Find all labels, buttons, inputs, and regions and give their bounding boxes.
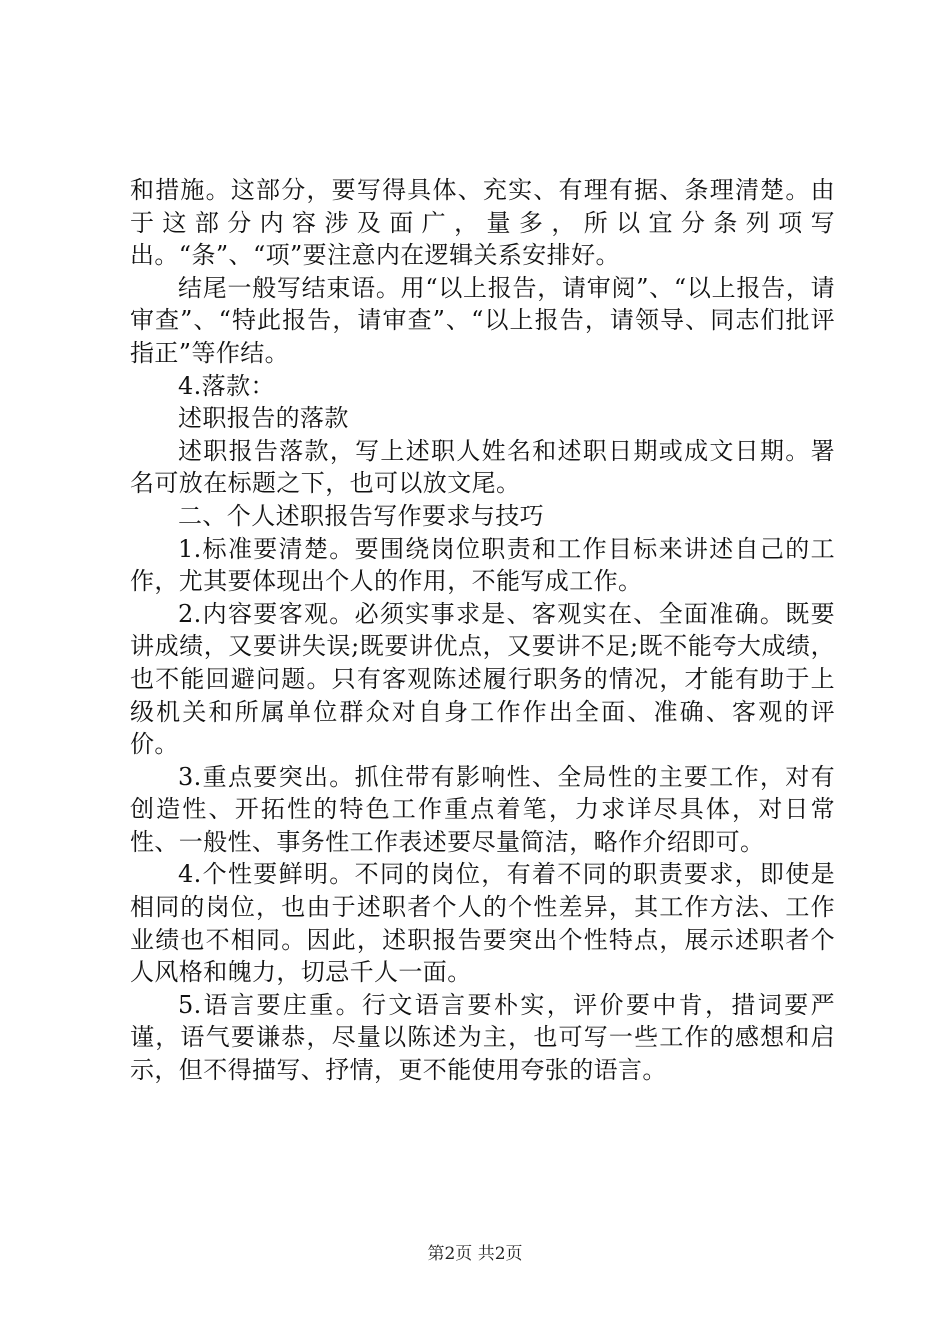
paragraph-requirement-5: 5.语言要庄重。行文语言要朴实，评价要中肯，措词要严谨，语气要谦恭，尽量以陈述为主，也可写一些工作的感想和启示，但不得描写、抒情，更不能使用夸张的语言。: [130, 990, 835, 1085]
subheading-signature: 述职报告的落款: [178, 404, 349, 433]
paragraph-requirement-1: 1.标准要清楚。要围绕岗位职责和工作目标来讲述自己的工作，尤其要体现出个人的作用，不能写成工作。: [130, 534, 835, 596]
paragraph-requirement-2: 2.内容要客观。必须实事求是、客观实在、全面准确。既要讲成绩，又要讲失误;既要讲优点，又要讲不足;既不能夸大成绩，也不能回避问题。只有客观陈述履行职务的情况，才能有助于上级机关和所属单位群众对自身工作作出全面、准确、客观的评价。: [130, 599, 835, 759]
paragraph-continuation: 和措施。这部分，要写得具体、充实、有理有据、条理清楚。由于这部分内容涉及面广，量多，所以宜分条列项写出。“条”、“项”要注意内在逻辑关系安排好。: [130, 176, 835, 270]
section-heading-requirements: 二、个人述职报告写作要求与技巧: [178, 501, 544, 530]
page-number-footer: 第2页 共2页: [427, 1244, 523, 1264]
paragraph-signature: 述职报告落款，写上述职人姓名和述职日期或成文日期。署名可放在标题之下，也可以放文尾。: [130, 436, 835, 498]
heading-signature: 4.落款：: [178, 371, 275, 400]
paragraph-ending: 结尾一般写结束语。用“以上报告，请审阅”、“以上报告，请审查”、“特此报告，请审查”、“以上报告，请领导、同志们批评指正”等作结。: [130, 273, 835, 367]
document-body: [130, 174, 835, 1087]
paragraph-requirement-3: 3.重点要突出。抓住带有影响性、全局性的主要工作，对有创造性、开拓性的特色工作重点着笔，力求详尽具体，对日常性、一般性、事务性工作表述要尽量简洁，略作介绍即可。: [130, 762, 835, 856]
paragraph-requirement-4: 4.个性要鲜明。不同的岗位，有着不同的职责要求，即使是相同的岗位，也由于述职者个人的个性差异，其工作方法、工作业绩也不相同。因此，述职报告要突出个性特点，展示述职者个人风格和魄力，切忌千人一面。: [130, 860, 835, 987]
